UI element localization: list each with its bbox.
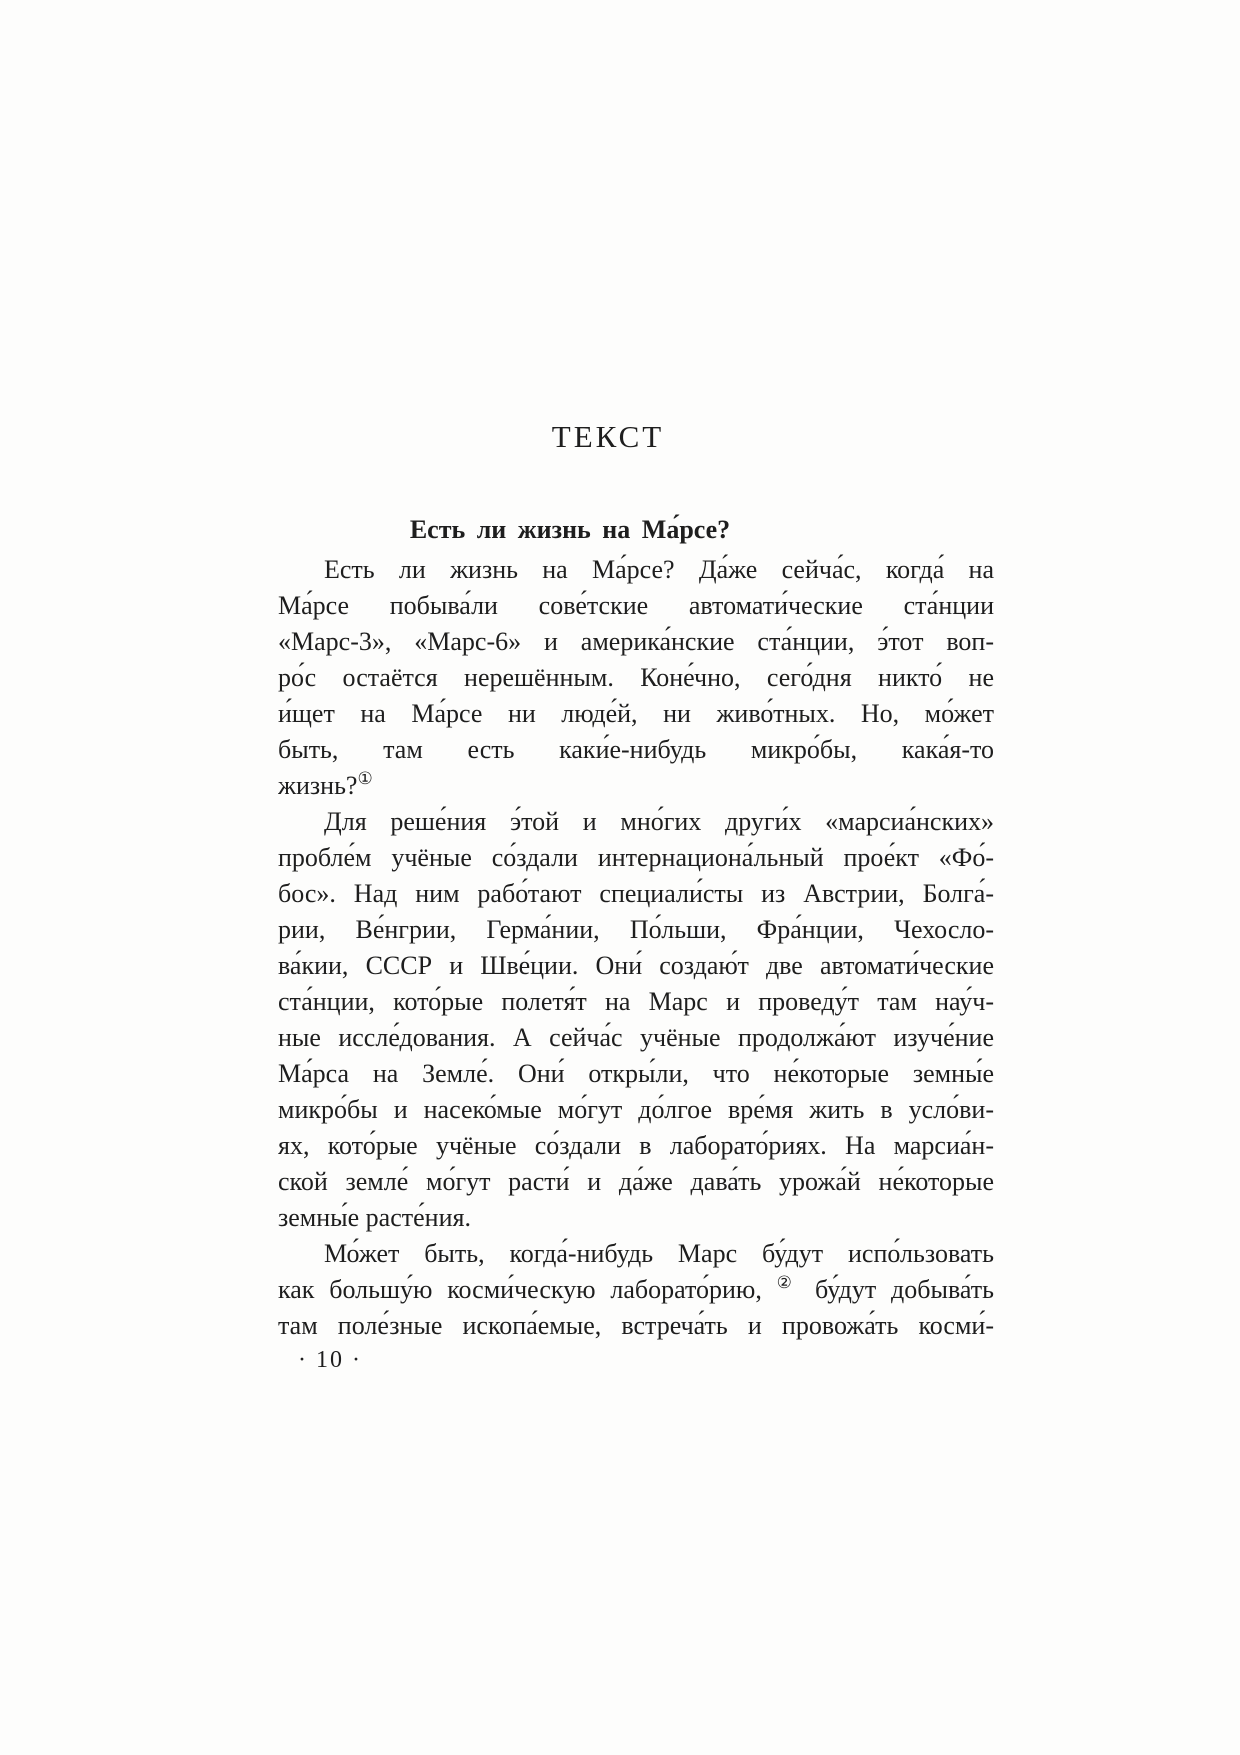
text-line: ской земле́ мо́гут расти́ и да́же дава́ть урожа́й не́которые xyxy=(278,1167,994,1196)
paragraph xyxy=(278,1236,994,1344)
text-column xyxy=(278,420,994,1375)
text-line: бос». Над ним рабо́тают специали́сты из Австрии, Болга́- xyxy=(278,879,994,908)
section-heading: ТЕКСТ xyxy=(551,419,665,454)
text-line: земны́е расте́ния. xyxy=(278,1203,471,1232)
text-line: там поле́зные ископа́емые, встреча́ть и провожа́ть косми́- xyxy=(278,1311,994,1340)
text-line: ро́с остаётся нерешённым. Коне́чно, сего́дня никто́ не xyxy=(278,663,994,692)
paragraph xyxy=(278,804,994,1236)
article-title: Есть ли жизнь на Ма́рсе? xyxy=(409,515,731,544)
text-line: Ма́рса на Земле́. Они́ откры́ли, что не́которые земны́е xyxy=(278,1059,994,1088)
article-body xyxy=(278,552,994,1344)
text-line: рии, Ве́нгрии, Герма́нии, По́льши, Фра́нции, Чехосло- xyxy=(278,915,994,944)
text-line: Для реше́ния э́той и мно́гих други́х «марсиа́нских» xyxy=(324,807,994,836)
footnote-marker: ② xyxy=(776,1273,801,1293)
text-line: Есть ли жизнь на Ма́рсе? Да́же сейча́с, когда́ на xyxy=(324,555,994,584)
footnote-marker: ① xyxy=(357,769,373,789)
text-line: быть, там есть каки́е-нибудь микро́бы, кака́я-то xyxy=(278,735,994,764)
text-line: как большу́ю косми́ческую лаборато́рию, ② бу́дут добыва́ть xyxy=(278,1273,994,1304)
text-line: микро́бы и насеко́мые мо́гут до́лгое вре́мя жить в усло́ви- xyxy=(278,1095,994,1124)
text-line: «Марс-3», «Марс-6» и америка́нские ста́нции, э́тот воп- xyxy=(278,627,994,656)
text-line: жизнь?① xyxy=(278,769,373,800)
text-line: Мо́жет быть, когда́-нибудь Марс бу́дут испо́льзовать xyxy=(324,1239,994,1268)
text-line: ста́нции, кото́рые полетя́т на Марс и проведу́т там нау́ч- xyxy=(278,987,994,1016)
text-line: пробле́м учёные со́здали интернациона́льный прое́кт «Фо́- xyxy=(278,843,994,872)
text-line: ях, кото́рые учёные со́здали в лаборато́риях. На марсиа́н- xyxy=(278,1131,994,1160)
text-line: ные иссле́дования. А сейча́с учёные продолжа́ют изуче́ние xyxy=(278,1023,994,1052)
text-line: и́щет на Ма́рсе ни люде́й, ни живо́тных. Но, мо́жет xyxy=(278,699,994,728)
paragraph xyxy=(278,552,994,804)
page-number: · 10 · xyxy=(298,1347,362,1373)
text-line: Ма́рсе побыва́ли сове́тские автомати́ческие ста́нции xyxy=(278,591,994,620)
text-line: ва́кии, СССР и Шве́ции. Они́ создаю́т две автомати́ческие xyxy=(278,951,994,980)
